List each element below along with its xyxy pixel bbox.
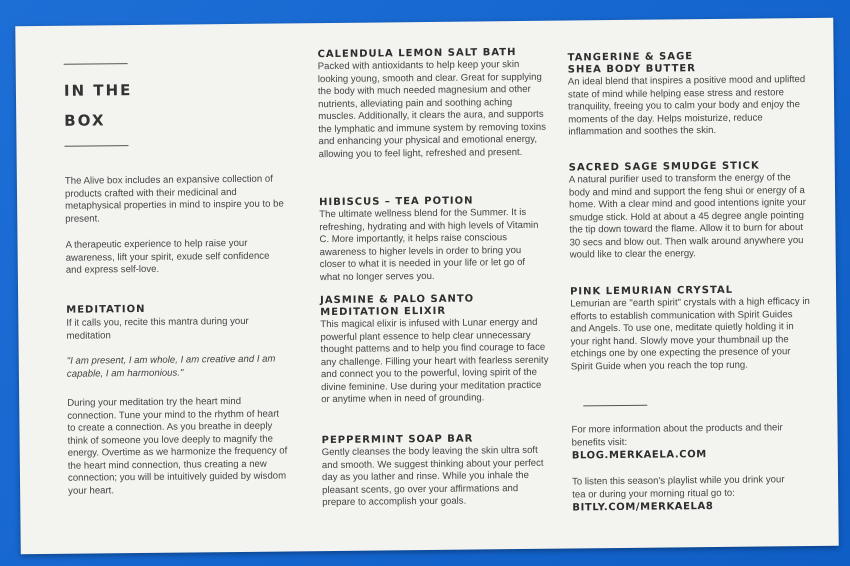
meditation-lead: If it calls you, recite this mantra during your meditation <box>66 315 249 342</box>
bottom-rule <box>65 145 129 147</box>
playlist-link[interactable]: BITLY.COM/MERKAELA8 <box>572 501 714 514</box>
intro-paragraph-2: A therapeutic experience to help raise your awareness, lift your spirit, exude self confidence and express self-love. <box>65 237 270 276</box>
box-title <box>64 75 133 136</box>
info-card <box>15 18 838 555</box>
product-peppermint <box>322 433 551 510</box>
product-name-line2: SHEA BODY BUTTER <box>567 63 696 76</box>
footer-rule <box>583 405 647 407</box>
meditation-heading: MEDITATION <box>66 303 146 316</box>
product-name: PINK LEMURIAN CRYSTAL <box>570 284 734 298</box>
product-description: Packed with antioxidants to help keep your skin looking young, smooth and clear. Great for supplying the body with much needed magnesium and other nutrients, alleviating pain and soothing aching muscles. Additionally, it clears the aura, and supports the lymphatic and immune system by removing toxins and enhancing your physical and emotional energy, allowing you to feel light, refreshed and present. <box>317 59 547 160</box>
meditation-mantra: "I am present, I am whole, I am creative and I am capable, I am harmonious." <box>66 353 276 380</box>
meditation-body: During your meditation try the heart mind connection. Tune your mind to the rhythm of heart to create a connection. As you breathe in deeply think of someone you love deeply to magnify the energy. Overtime as we harmonize the frequency of the heart mind connection, thus creating a new connection; you will be intuitively guided by wisdom your heart. <box>67 395 288 497</box>
top-rule <box>64 63 128 65</box>
product-lemurian <box>570 284 811 374</box>
product-description: A natural purifier used to transform the energy of the body and mind and support the feng shui or energy of a home. With a clear mind and good intentions ignite your smudge stick. Hold at about a 45 degree angle pointing the tip down toward the flame. Allow it to burn for about 30 secs and blow out. Then walk around anywhere you would like to clear the energy. <box>568 172 806 261</box>
intro-column <box>63 23 288 497</box>
product-name: SACRED SAGE SMUDGE STICK <box>568 160 760 174</box>
product-description: The ultimate wellness blend for the Summer. It is refreshing, hydrating and with high levels of Vitamin C. More importantly, it helps raise conscious awareness to higher levels in order to bring you closer to what it is needed in your life or let go of what no longer serves you. <box>319 206 539 283</box>
intro-paragraph-1: The Alive box includes an expansive collection of products crafted with their medicinal and metaphysical properties in mind to inspire you to be present. <box>64 173 284 225</box>
product-name-line1: TANGERINE & SAGE <box>567 51 694 64</box>
product-description: Gently cleanses the body leaving the skin ultra soft and smooth. We suggest thinking about your perfect day as you lather and rinse. While you inhale the pleasant scents, go over your affirmations and prepare to accomplish your goals. <box>321 444 544 509</box>
products-column-right <box>567 18 810 514</box>
product-name-line2: MEDITATION ELIXIR <box>320 305 447 319</box>
product-description: An ideal blend that inspires a positive mood and uplifted state of mind while helping ease stress and restore tranquility, freeing you to calm your body and enjoy the moments of the day. Helps moisturize, reduce inflammation and soothes the skin. <box>567 74 806 138</box>
playlist-text: To listen this season's playlist while you drink your tea or during your morning ritual go to: <box>572 474 785 500</box>
product-name: PEPPERMINT SOAP BAR <box>321 433 474 447</box>
product-calendula <box>318 47 547 161</box>
product-description: Lemurian are "earth spirit" crystals with a high efficacy in efforts to establish communication with Spirit Guides and Angels. To use one, meditate quietly holding it in your right hand. Slowly move your thumbnail up the etchings one by one expecting the presence of your Spirit Guide when you reach the top rung. <box>570 295 810 372</box>
product-name: HIBISCUS – TEA POTION <box>319 195 474 209</box>
info-text: For more information about the products and their benefits visit: <box>571 422 783 448</box>
products-column-middle <box>317 21 549 509</box>
blog-link[interactable]: BLOG.MERKAELA.COM <box>571 449 707 462</box>
product-tangerine <box>568 50 809 139</box>
product-name: CALENDULA LEMON SALT BATH <box>317 47 517 61</box>
product-hibiscus <box>319 195 548 284</box>
box-title-line1: IN THE <box>63 81 133 100</box>
product-description: This magical elixir is infused with Lunar energy and powerful plant essence to help clear unnecessary thought patterns and to help you find courage to face any challenge. Filling your heart with fearless serenity and connect you to the powerful, loving spirit of the divine feminine. Use during your meditation practice or anytime when in need of grounding. <box>320 316 549 406</box>
product-jasmine <box>320 293 549 407</box>
product-name-line1: JASMINE & PALO SANTO <box>320 293 475 307</box>
box-title-line2: BOX <box>64 111 106 130</box>
product-sage <box>569 160 810 262</box>
